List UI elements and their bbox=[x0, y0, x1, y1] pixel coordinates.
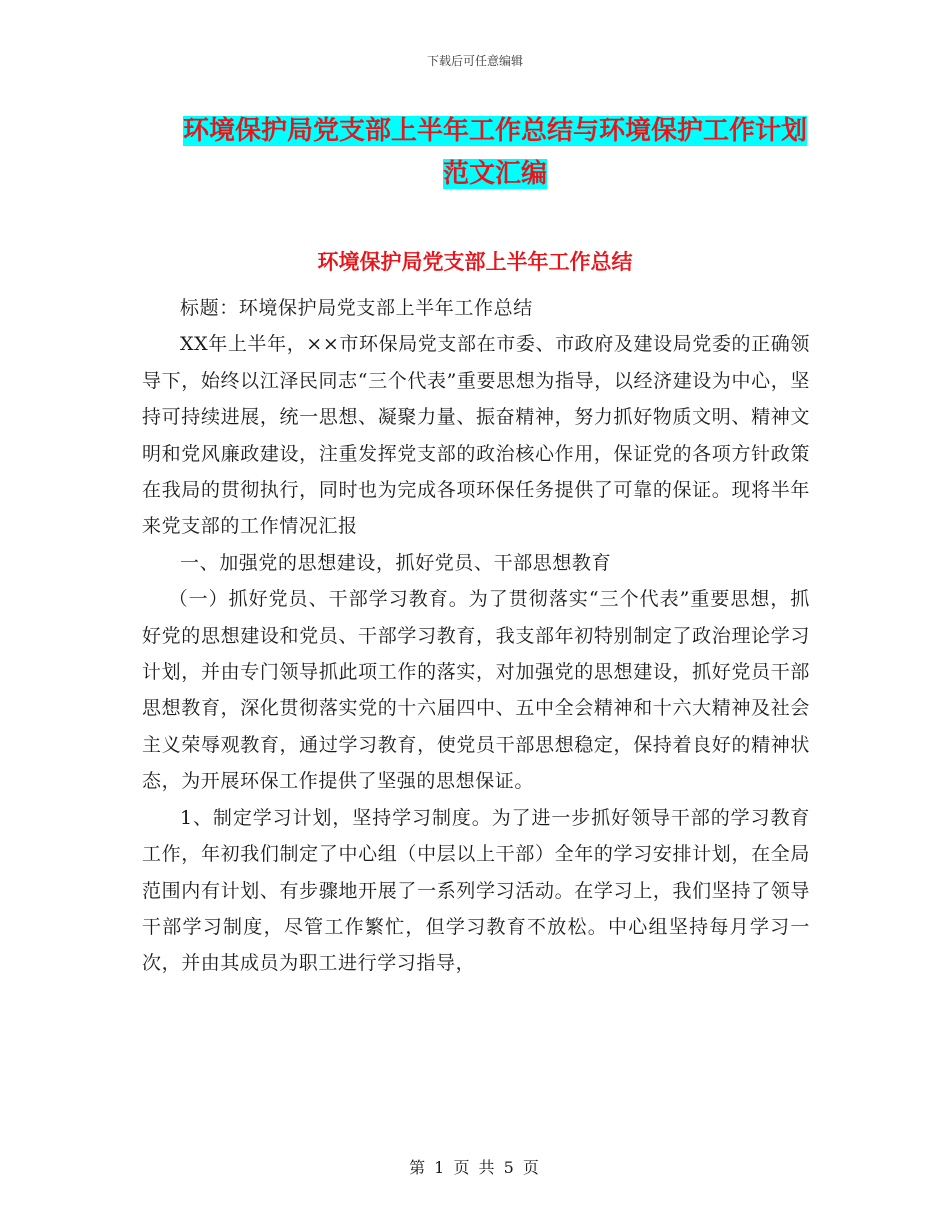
document-title-text: 环境保护局党支部上半年工作总结与环境保护工作计划范文汇编 bbox=[182, 116, 807, 189]
document-title bbox=[180, 110, 810, 196]
page-number-footer: 第 1 页 共 5 页 bbox=[409, 1158, 541, 1177]
page-header-note: 下载后可任意编辑 bbox=[426, 54, 523, 68]
section-title: 环境保护局党支部上半年工作总结 bbox=[317, 250, 633, 274]
body-paragraph: （一）抓好党员、干部学习教育。为了贯彻落实“三个代表”重要思想，抓好党的思想建设和党员、干部学习教育，我支部年初特别制定了政治理论学习计划，并由专门领导抓此项工作的落实，对加强党的思想建设，抓好党员干部思想教育，深化贯彻落实党的十六届四中、五中全会精神和十六大精神及社会主义荣辱观教育，通过学习教育，使党员干部思想稳定，保持着良好的精神状态，为开展环保工作提供了坚强的思想保证。 bbox=[142, 588, 810, 793]
body-paragraph: 一、加强党的思想建设，抓好党员、干部思想教育 bbox=[180, 551, 612, 574]
body-paragraph: 标题：环境保护局党支部上半年工作总结 bbox=[180, 297, 533, 319]
document-body bbox=[142, 290, 810, 982]
body-paragraph: XX年上半年，××市环保局党支部在市委、市政府及建设局党委的正确领导下，始终以江泽民同志“三个代表”重要思想为指导，以经济建设为中心，坚持可持续进展，统一思想、凝聚力量、振奋精神，努力抓好物质文明、精神文明和党风廉政建设，注重发挥党支部的政治核心作用，保证党的各项方针政策在我局的贯彻执行，同时也为完成各项环保任务提供了可靠的保证。现将半年来党支部的工作情况汇报 bbox=[142, 333, 810, 538]
body-paragraph: 1、制定学习计划，坚持学习制度。为了进一步抓好领导干部的学习教育工作，年初我们制定了中心组（中层以上干部）全年的学习安排计划，在全局范围内有计划、有步骤地开展了一系列学习活动。在学习上，我们坚持了领导干部学习制度，尽管工作繁忙，但学习教育不放松。中心组坚持每月学习一次，并由其成员为职工进行学习指导， bbox=[142, 806, 810, 975]
